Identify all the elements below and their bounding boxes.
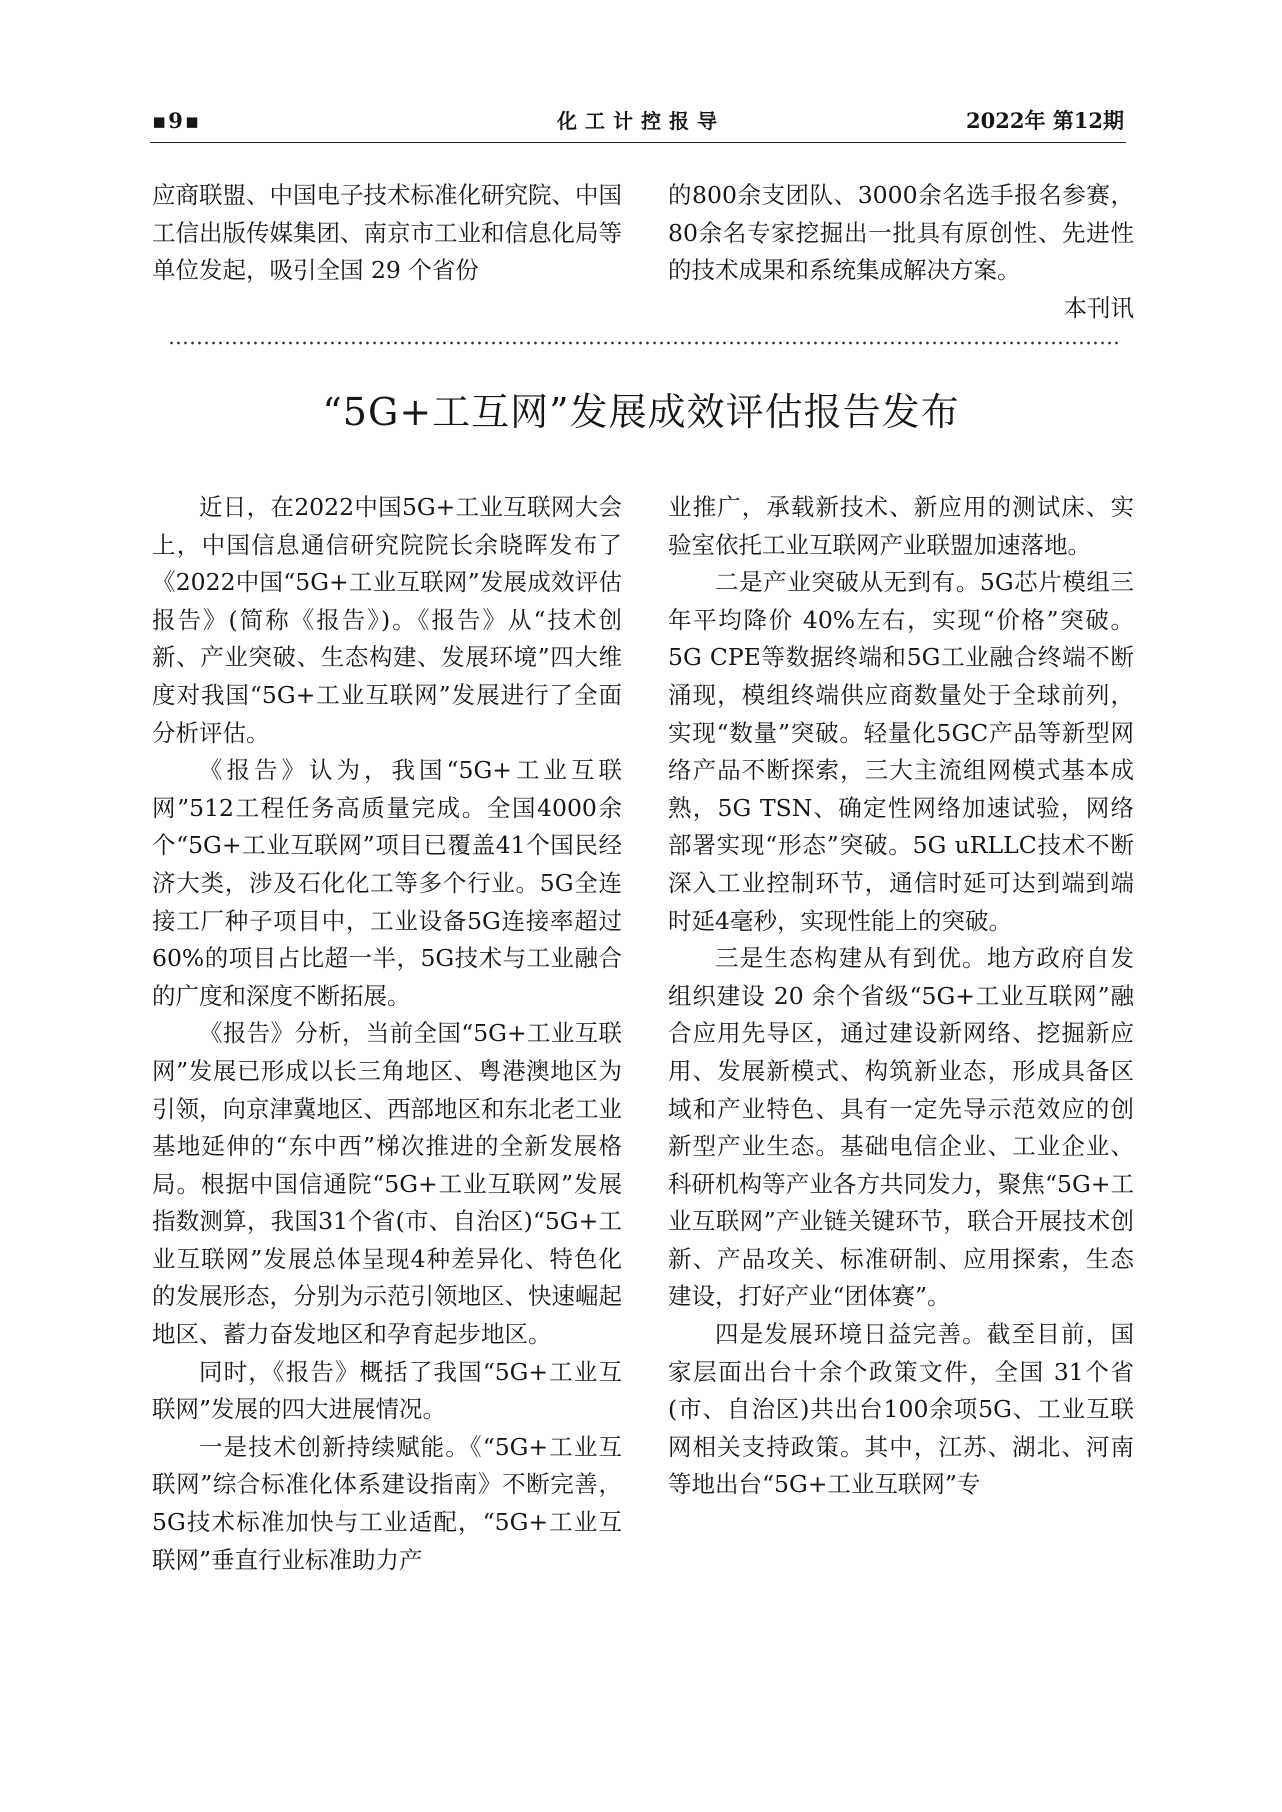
article-left-column	[152, 489, 622, 1579]
paragraph: 三是生态构建从有到优。地方政府自发组织建设 20 余个省级“5G+工业互联网”融合应用先导区，通过建设新网络、挖掘新应用、发展新模式、构筑新业态，形成具备区域和产业特色、具有一定先导示范效应的创新型产业生态。基础电信企业、工业企业、科研机构等产业各方共同发力，聚焦“5G+工业互联网”产业链关键环节，联合开展技术创新、产品攻关、标准研制、应用探索，生态建设，打好产业“团体赛”。	[668, 944, 1134, 1311]
article-right-column	[668, 489, 1134, 1504]
issue-label: 2022年 第12期	[966, 108, 1124, 133]
article-signature: 本刊讯	[1063, 293, 1134, 322]
previous-article-text-left: 应商联盟、中国电子技术标准化研究院、中国工信出版传媒集团、南京市工业和信息化局等单位发起，吸引全国 29 个省份	[152, 181, 622, 285]
previous-article-right-column	[668, 177, 1134, 327]
previous-article-text-right: 的800余支团队、3000余名选手报名参赛，80余名专家挖掘出一批具有原创性、先进性的技术成果和系统集成解决方案。	[668, 181, 1134, 285]
paragraph: 四是发展环境日益完善。截至目前，国家层面出台十余个政策文件，全国 31个省(市、自治区)共出台100余项5G、工业互联网相关支持政策。其中，江苏、湖北、河南等地出台“5G+工业互联网”专	[668, 1320, 1134, 1499]
paragraph: 业推广，承载新技术、新应用的测试床、实验室依托工业互联网产业联盟加速落地。	[668, 493, 1134, 559]
paragraph: 近日，在2022中国5G+工业互联网大会上，中国信息通信研究院院长余晓晖发布了《2022中国“5G+工业互联网”发展成效评估报告》(简称《报告》)。《报告》从“技术创新、产业突破、生态构建、发展环境”四大维度对我国“5G+工业互联网”发展进行了全面分析评估。	[152, 493, 622, 747]
paragraph: 二是产业突破从无到有。5G芯片模组三年平均降价 40%左右，实现“价格”突破。5G CPE等数据终端和5G工业融合终端不断涌现，模组终端供应商数量处于全球前列，实现“数量”突破。轻量化5GC产品等新型网络产品不断探索，三大主流组网模式基本成熟，5G TSN、确定性网络加速试验，网络部署实现“形态”突破。5G uRLLC技术不断深入工业控制环节，通信时延可达到端到端时延4毫秒，实现性能上的突破。	[668, 568, 1134, 935]
paragraph: 一是技术创新持续赋能。《“5G+工业互联网”综合标准化体系建设指南》不断完善，5G技术标准加快与工业适配，“5G+工业互联网”垂直行业标准助力产	[152, 1432, 622, 1574]
paragraph: 同时，《报告》概括了我国“5G+工业互联网”发展的四大进展情况。	[152, 1357, 622, 1424]
header-rule	[150, 142, 1126, 143]
article-title: “5G+工互网”发展成效评估报告发布	[322, 390, 960, 434]
previous-article-left-column	[152, 177, 622, 290]
page-number: ▪9▪	[152, 108, 202, 133]
dotted-separator	[168, 340, 1118, 346]
paragraph: 《报告》认为，我国“5G+工业互联网”512工程任务高质量完成。全国4000余个“5G+工业互联网”项目已覆盖41个国民经济大类，涉及石化化工等多个行业。5G全连接工厂种子项目中，工业设备5G连接率超过60%的项目占比超一半，5G技术与工业融合的广度和深度不断拓展。	[152, 756, 622, 1010]
journal-name: 化工计控报导	[557, 109, 725, 133]
paragraph: 《报告》分析，当前全国“5G+工业互联网”发展已形成以长三角地区、粤港澳地区为引领，向京津冀地区、西部地区和东北老工业基地延伸的“东中西”梯次推进的全新发展格局。根据中国信通院“5G+工业互联网”发展指数测算，我国31个省(市、自治区)“5G+工业互联网”发展总体呈现4种差异化、特色化的发展形态，分别为示范引领地区、快速崛起地区、蓄力奋发地区和孕育起步地区。	[152, 1019, 622, 1349]
